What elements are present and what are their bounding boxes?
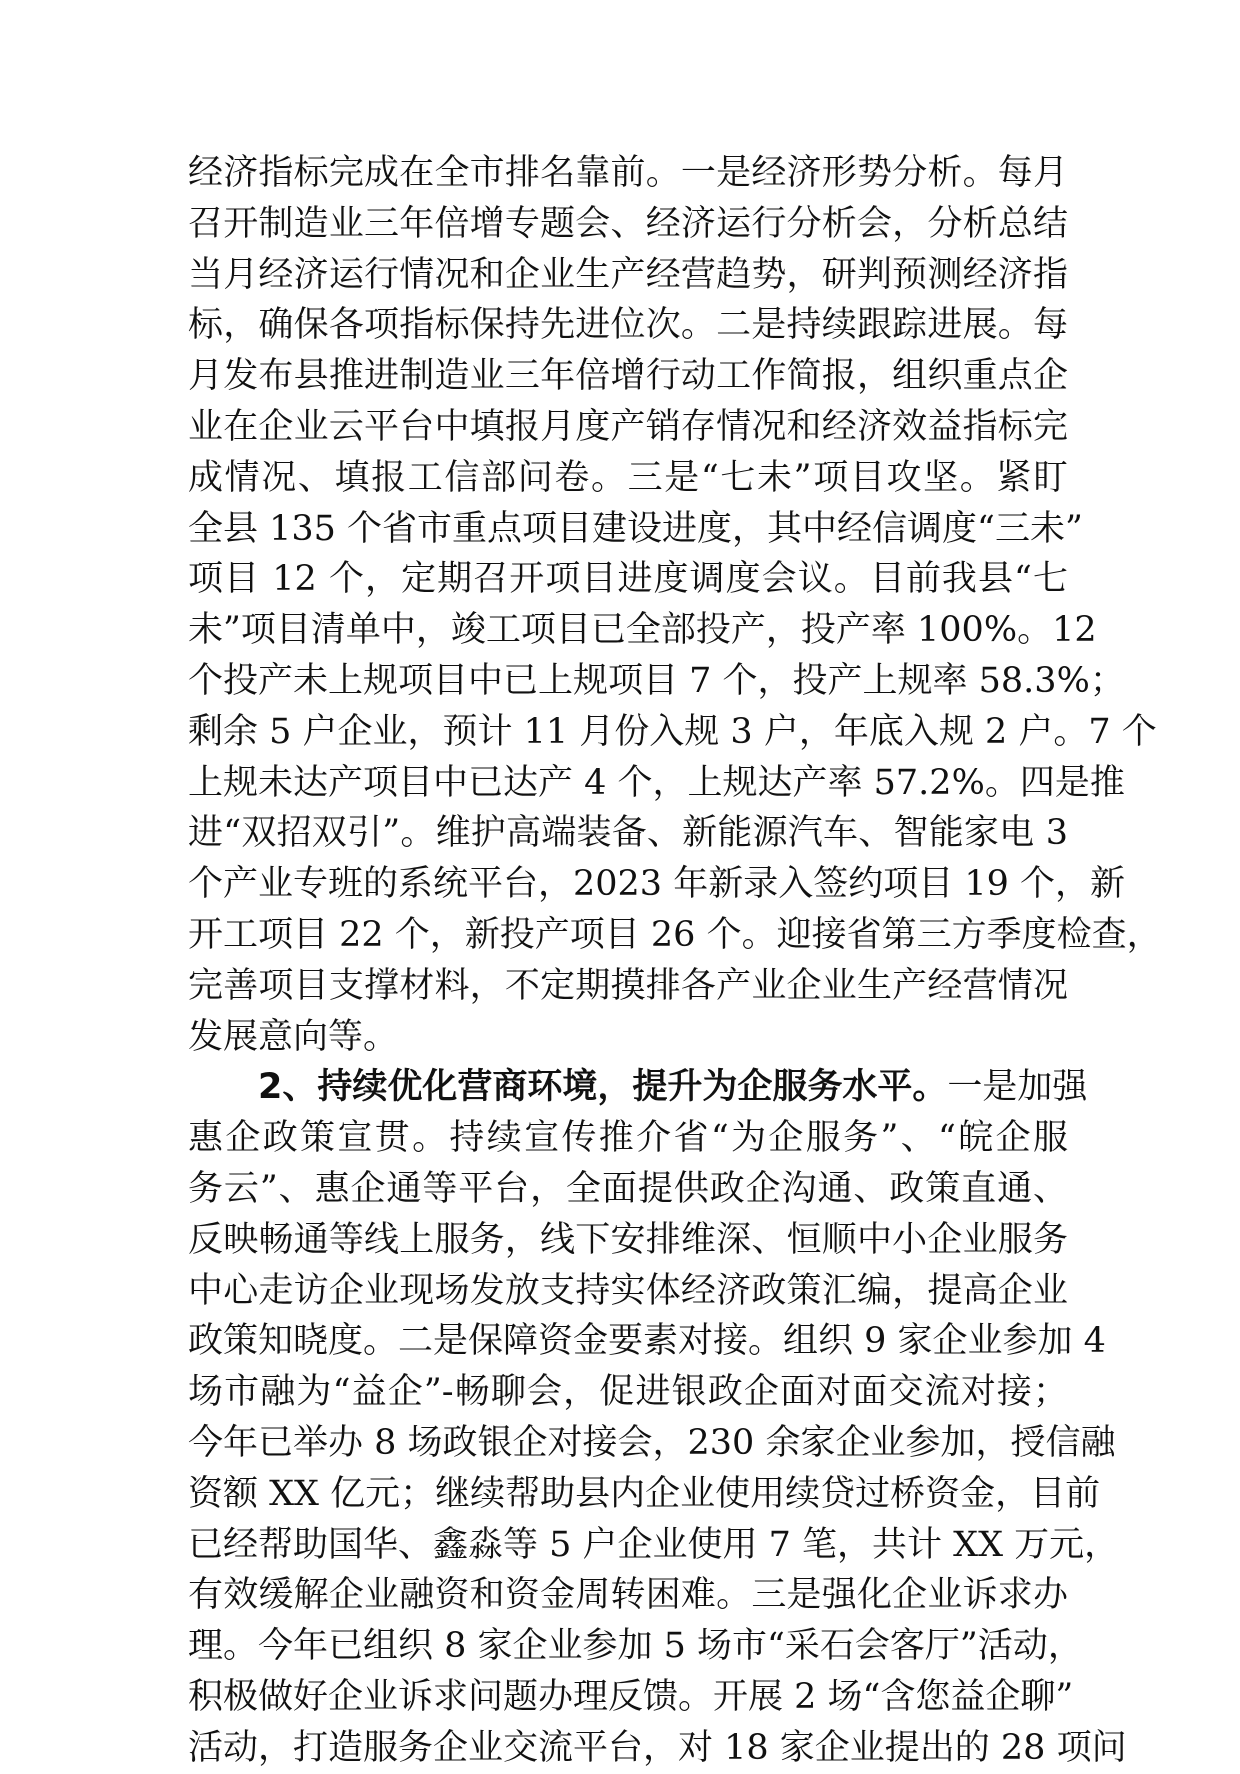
text-line: 今年已举办 8 场政银企对接会，230 余家企业参加，授信融: [188, 1422, 1116, 1463]
text-line: 完善项目支撑材料，不定期摸排各产业企业生产经营情况: [188, 965, 1068, 1006]
text-line: 政策知晓度。二是保障资金要素对接。组织 9 家企业参加 4: [188, 1321, 1106, 1362]
text-line: 个产业专班的系统平台，2023 年新录入签约项目 19 个，新: [188, 864, 1125, 905]
text-line: 进“双招双引”。维护高端装备、新能源汽车、智能家电 3: [188, 813, 1068, 854]
text-line: 个投产未上规项目中已上规项目 7 个，投产上规率 58.3%；: [188, 660, 1125, 701]
text-line: 业在企业云平台中填报月度产销存情况和经济效益指标完: [188, 406, 1068, 447]
text-line: 惠企政策宣贯。持续宣传推介省“为企服务”、“皖企服: [188, 1118, 1068, 1159]
text-line: 成情况、填报工信部问卷。三是“七未”项目攻坚。紧盯: [188, 457, 1068, 498]
paragraph-1: [188, 148, 1162, 1062]
text-line: 中心走访企业现场发放支持实体经济政策汇编，提高企业: [188, 1270, 1068, 1311]
text-line: 项目 12 个，定期召开项目进度调度会议。目前我县“七: [188, 559, 1068, 600]
text-line: 全县 135 个省市重点项目建设进度，其中经信调度“三未”: [188, 508, 1083, 549]
text-line: 标，确保各项指标保持先进位次。二是持续跟踪进展。每: [188, 305, 1068, 346]
text-line: 发展意向等。: [188, 1016, 399, 1057]
text-line: 未”项目清单中，竣工项目已全部投产，投产率 100%。12: [188, 610, 1097, 651]
text-line: 活动，打造服务企业交流平台，对 18 家企业提出的 28 项问: [188, 1727, 1127, 1768]
text-line: 月发布县推进制造业三年倍增行动工作简报，组织重点企: [188, 356, 1068, 397]
text-line: 经济指标完成在全市排名靠前。一是经济形势分析。每月: [188, 153, 1068, 193]
paragraph-2: [188, 1062, 1127, 1773]
text-run: 一是加强: [947, 1067, 1088, 1108]
text-line: 当月经济运行情况和企业生产经营趋势，研判预测经济指: [188, 254, 1068, 295]
text-line: 上规未达产项目中已达产 4 个，上规达产率 57.2%。四是推: [188, 762, 1125, 803]
text-line: 理。今年已组织 8 家企业参加 5 场市“采石会客厅”活动，: [188, 1626, 1083, 1667]
text-line: 剩余 5 户企业，预计 11 月份入规 3 户，年底入规 2 户。7 个: [188, 711, 1157, 752]
body-text: [188, 148, 1162, 1774]
text-line: 资额 XX 亿元；继续帮助县内企业使用续贷过桥资金，目前: [188, 1473, 1101, 1514]
text-line: 有效缓解企业融资和资金周转困难。三是强化企业诉求办: [188, 1575, 1068, 1616]
text-line: 务云”、惠企通等平台，全面提供政企沟通、政策直通、: [188, 1168, 1068, 1209]
section-heading: 2、持续优化营商环境，提升为企服务水平。: [258, 1067, 948, 1108]
text-line: 召开制造业三年倍增专题会、经济运行分析会，分析总结: [188, 203, 1068, 244]
text-line: 已经帮助国华、鑫淼等 5 户企业使用 7 笔，共计 XX 万元，: [188, 1524, 1120, 1565]
paragraph-2-first-line: [188, 1062, 1088, 1113]
text-line: 场市融为“益企”-畅聊会，促进银政企面对面交流对接；: [188, 1372, 1068, 1413]
text-line: 开工项目 22 个，新投产项目 26 个。迎接省第三方季度检查，: [188, 914, 1162, 955]
text-line: 积极做好企业诉求问题办理反馈。开展 2 场“含您益企聊”: [188, 1676, 1074, 1717]
text-line: 反映畅通等线上服务，线下安排维深、恒顺中小企业服务: [188, 1219, 1068, 1260]
